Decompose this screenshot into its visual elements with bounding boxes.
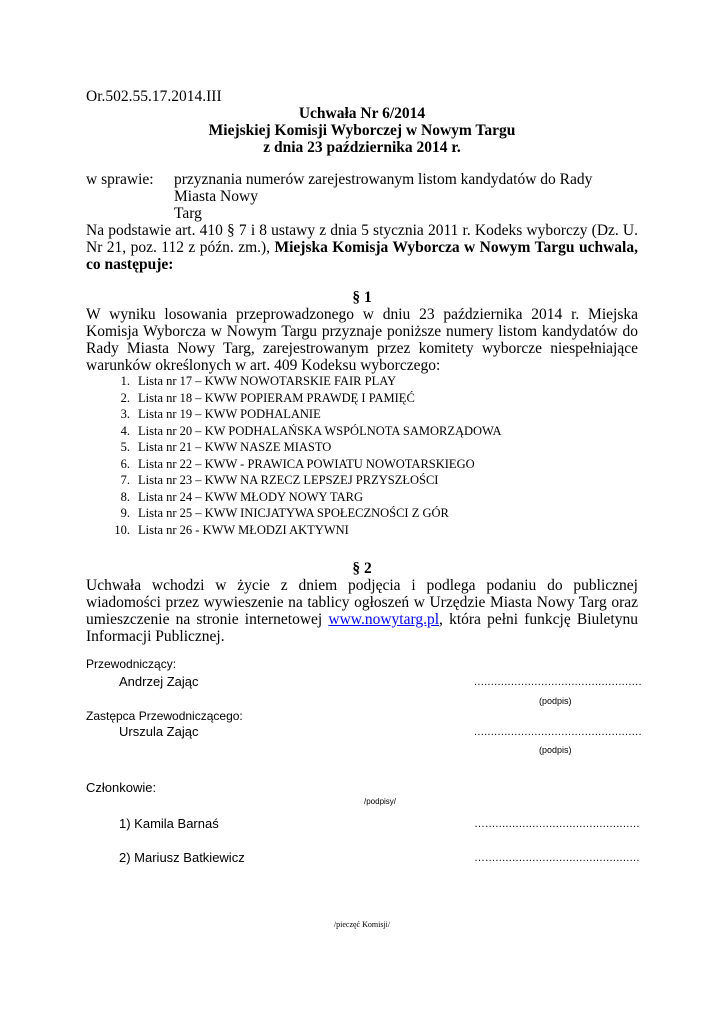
member-1-signature-line: ….............................................. [474,818,640,830]
chair-label: Przewodniczący: [86,657,177,671]
legal-basis-text: Na podstawie art. 410 § 7 i 8 ustawy z dnia 5 stycznia 2011 r. Kodeks wyborczy (Dz. U. Nr 21, poz. 112 z późn. zm.), [86,222,638,256]
list-item: 3. Lista nr 19 – KWW PODHALANIE [120,407,321,421]
members-label: Członkowie: [86,780,157,795]
member-1-name: 1) Kamila Barnaś [119,816,219,831]
legal-basis [86,222,638,273]
list-item: 7. Lista nr 23 – KWW NA RZECZ LEPSZEJ PRZYSZŁOŚCI [120,473,439,487]
member-2-signature-line: ….............................................. [474,852,640,864]
resolution-title: Uchwała Nr 6/2014 [298,105,426,122]
list-item: 5. Lista nr 21 – KWW NASZE MIASTO [120,440,332,454]
subject-label: w sprawie: [86,171,154,188]
list-item: 4. Lista nr 20 – KW PODHALAŃSKA WSPÓLNOTA SAMORZĄDOWA [120,423,502,438]
deputy-label: Zastępca Przewodniczącego: [86,709,243,723]
chair-name: Andrzej Zając [119,674,199,689]
chair-signature-line: .................................................. [474,676,642,688]
list-item: 1. Lista nr 17 – KWW NOWOTARSKIE FAIR PLAY [120,374,397,388]
section-1-text: W wyniku losowania przeprowadzonego w dniu 23 października 2014 r. Miejska Komisja Wyborcza w Nowym Targu przyznaje poniższe numery listom kandydatów do Rady Miasta Nowy Targ, zarejestrowanym przez komitety wyborcze niespełniające warunków określonych w art. 409 Kodeksu wyborczego: [86,306,638,374]
section-2-text: Uchwała wchodzi w życie z dniem podjęcia i podlega podaniu do publicznej wiadomości przez wywieszenie na tablicy ogłoszeń w Urzędzie Miasta Nowy Targ oraz umieszczenie na stronie internetowej www.nowytarg.pl, która pełni funkcję Biuletynu Informacji Publicznej. [86,577,638,645]
member-2-name: 2) Mariusz Batkiewicz [119,850,245,865]
list-item: 6. Lista nr 22 – KWW - PRAWICA POWIATU NOWOTARSKIEGO [120,456,475,471]
commission-stamp-caption: /pieczęć Komisji/ [333,920,391,929]
section-2-heading: § 2 [352,560,372,577]
section-1-heading: § 1 [352,289,372,306]
chair-signature-caption: (podpis) [539,696,572,706]
deputy-signature-line: .................................................. [474,726,642,738]
subject-text-line1: przyznania numerów zarejestrowanym listom kandydatów do Rady Miasta Nowy [174,171,593,205]
subject-text-line2: Targ [174,205,202,222]
list-item: 8. Lista nr 24 – KWW MŁODY NOWY TARG [120,489,364,504]
members-signature-caption: /podpisy/ [364,797,397,806]
deputy-name: Urszula Zając [119,724,199,739]
legal-basis-bold: Miejska Komisja Wyborcza w Nowym Targu uchwala, co następuje: [86,239,638,273]
deputy-signature-caption: (podpis) [539,745,572,755]
candidate-list [108,373,501,538]
list-item: 2. Lista nr 18 – KWW POPIERAM PRAWDĘ I PAMIĘĆ [120,390,415,405]
document-reference: Or.502.55.17.2014.III [86,88,222,105]
list-item: 9. Lista nr 25 – KWW INICJATYWA SPOŁECZNOŚCI Z GÓR [120,506,449,520]
resolution-issuer: Miejskiej Komisji Wyborczej w Nowym Targu [208,122,516,139]
website-link[interactable]: www.nowytarg.pl [328,611,440,628]
resolution-date: z dnia 23 października 2014 r. [263,139,461,156]
list-item: 10. Lista nr 26 - KWW MŁODZI AKTYWNI [114,522,349,537]
subject-block [86,171,638,222]
